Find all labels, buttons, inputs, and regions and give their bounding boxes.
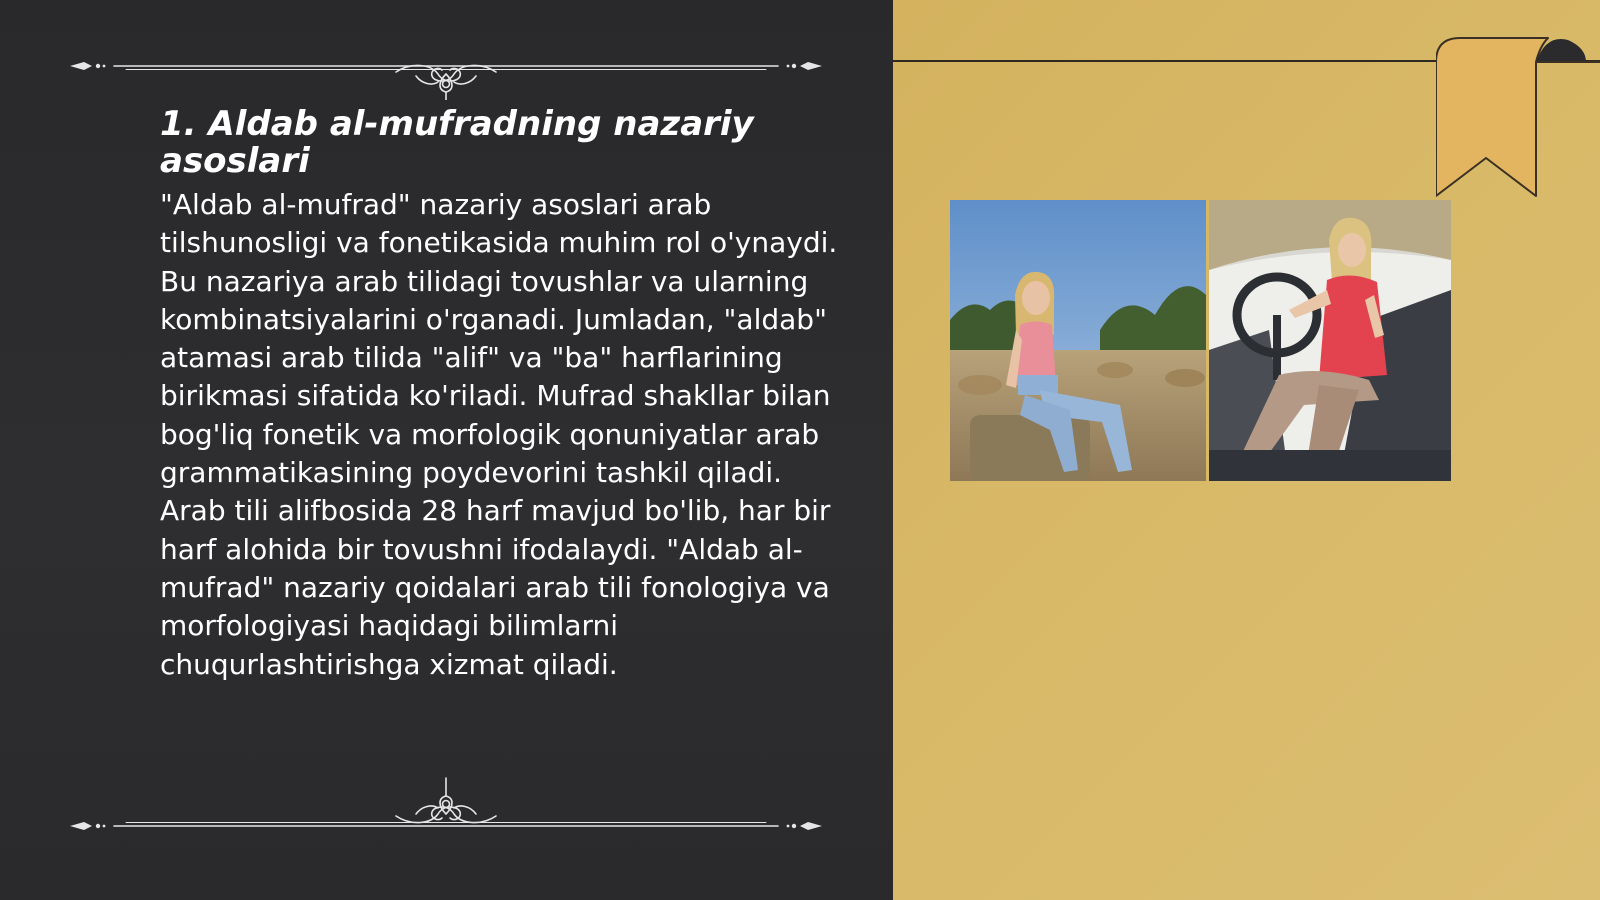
top-flourish-divider-icon [66, 40, 826, 100]
bottom-flourish-divider-icon [66, 770, 826, 830]
woman-sitting-on-hay-bale-photo [950, 200, 1206, 481]
woman-driving-tractor-photo [1209, 200, 1451, 481]
slide-title: 1. Aldab al-mufradning nazariy asoslari [160, 104, 754, 181]
ribbon-bookmark-icon [1436, 36, 1600, 200]
slide-body-text: "Aldab al-mufrad" nazariy asoslari arab tilshunosligi va fonetikasida muhim rol o'ynaydi. Bu nazariya arab tilidagi tovushlar va ularning kombinatsiyalarini o'rganadi. Jumladan, "aldab" atamasi arab tilida "alif" va "ba" harflarining birikmasi sifatida ko'riladi. Mufrad shakllar bilan bog'liq fonetik va morfologik qonuniyatlar arab grammatikasining poydevorini tashkil qiladi. Arab tili alifbosida 28 harf mavjud bo'lib, har bir harf alohida bir tovushni ifodalaydi. "Aldab al-mufrad" nazariy qoidalari arab tili fonologiya va morfologiyasi haqidagi bilimlarni chuqurlashtirishga xizmat qiladi. [160, 188, 838, 681]
